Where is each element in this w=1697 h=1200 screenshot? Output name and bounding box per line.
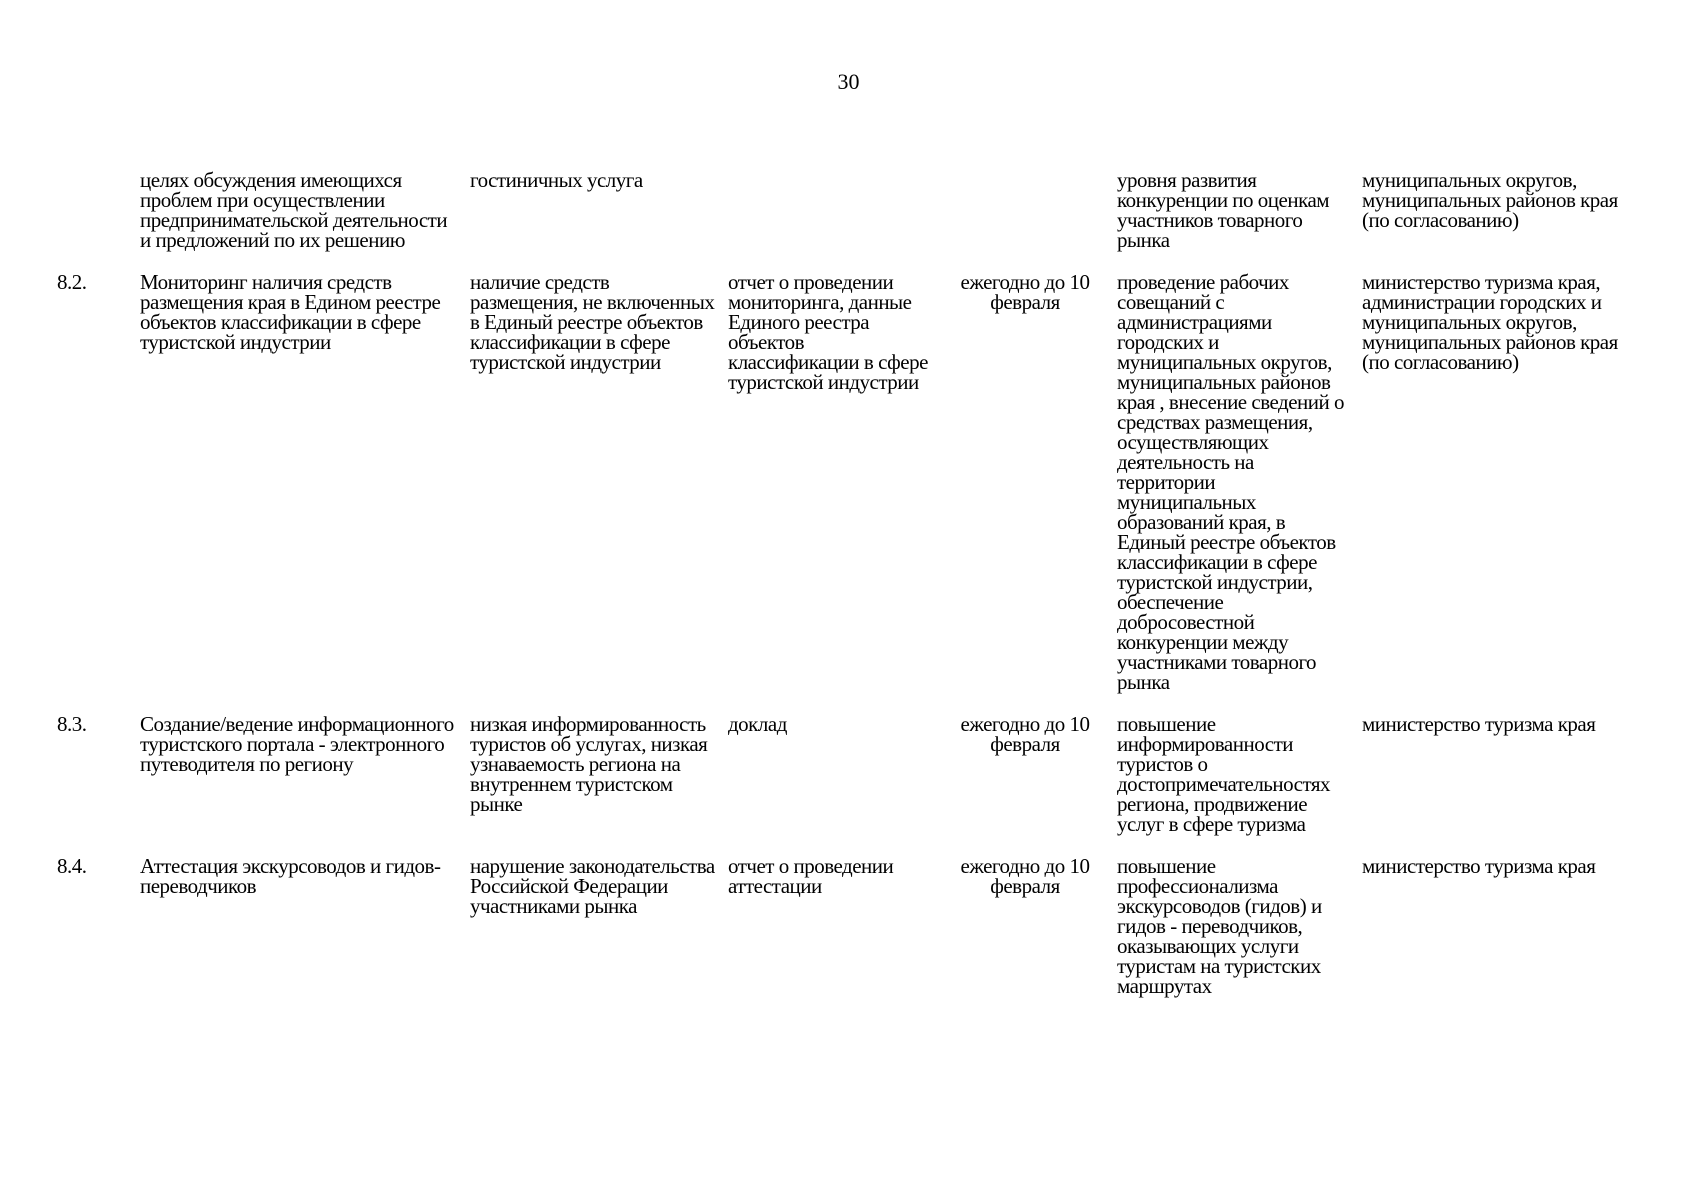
document-cell: отчет о проведении аттестации xyxy=(728,854,894,898)
executor-cell: министерство туризма края xyxy=(1362,712,1596,736)
document-cell xyxy=(728,170,943,272)
problem-cell: низкая информированность туристов об услугах, низкая узнаваемость региона на внутреннем туристском рынке xyxy=(470,712,708,816)
problem-cell: нарушение законодательства Российской Федерации участниками рынка xyxy=(470,854,715,918)
problem-cell: гостиничных услуга xyxy=(470,168,643,192)
document-cell: отчет о проведении мониторинга, данные Единого реестра объектов классификации в сфере туристской индустрии xyxy=(728,270,928,394)
executor-cell: министерство туризма края, администрации городских и муниципальных округов, муниципальных районов края (по согласованию) xyxy=(1362,270,1618,374)
term-cell: ежегодно до 10 февраля xyxy=(960,270,1090,314)
page-number: 30 xyxy=(837,69,860,94)
row-number: 8.4. xyxy=(57,854,87,878)
problem-cell: наличие средств размещения, не включенных в Единый реестре объектов классификации в сфере туристской индустрии xyxy=(470,270,715,374)
term-cell: ежегодно до 10 февраля xyxy=(960,854,1090,898)
result-cell: уровня развития конкуренции по оценкам участников товарного рынка xyxy=(1117,168,1330,252)
document-cell: доклад xyxy=(728,712,787,736)
event-cell: целях обсуждения имеющихся проблем при осуществлении предпринимательской деятельности и предложений по их решению xyxy=(140,168,448,252)
event-cell: Мониторинг наличия средств размещения края в Едином реестре объектов классификации в сфере туристской индустрии xyxy=(140,270,441,354)
executor-cell: муниципальных округов, муниципальных районов края (по согласованию) xyxy=(1362,168,1618,232)
table-row xyxy=(57,170,1657,272)
term-cell: ежегодно до 10 февраля xyxy=(960,712,1090,756)
table-row xyxy=(57,714,1657,856)
result-cell: повышение информированности туристов о достопримечательностях региона, продвижение услуг в сфере туризма xyxy=(1117,712,1331,836)
event-cell: Аттестация экскурсоводов и гидов-переводчиков xyxy=(140,854,441,898)
result-cell: проведение рабочих совещаний с администрациями городских и муниципальных округов, муниципальных районов края , внесение сведений о средствах размещения, осуществляющих деятельность на территории муниципальных образований края, в Единый реестре объектов классификации в сфере туристской индустрии, обеспечение добросовестной конкуренции между участниками товарного рынка xyxy=(1117,270,1345,694)
measures-table xyxy=(57,170,1657,1018)
row-number xyxy=(57,170,140,272)
row-number: 8.2. xyxy=(57,270,87,294)
event-cell: Создание/ведение информационного туристского портала - электронного путеводителя по региону xyxy=(140,712,454,776)
result-cell: повышение профессионализма экскурсоводов (гидов) и гидов - переводчиков, оказывающих услуги туристам на туристских маршрутах xyxy=(1117,854,1322,998)
term-cell xyxy=(943,170,1117,272)
table-row xyxy=(57,272,1657,714)
table-row xyxy=(57,856,1657,1018)
executor-cell: министерство туризма края xyxy=(1362,854,1596,878)
row-number: 8.3. xyxy=(57,712,87,736)
